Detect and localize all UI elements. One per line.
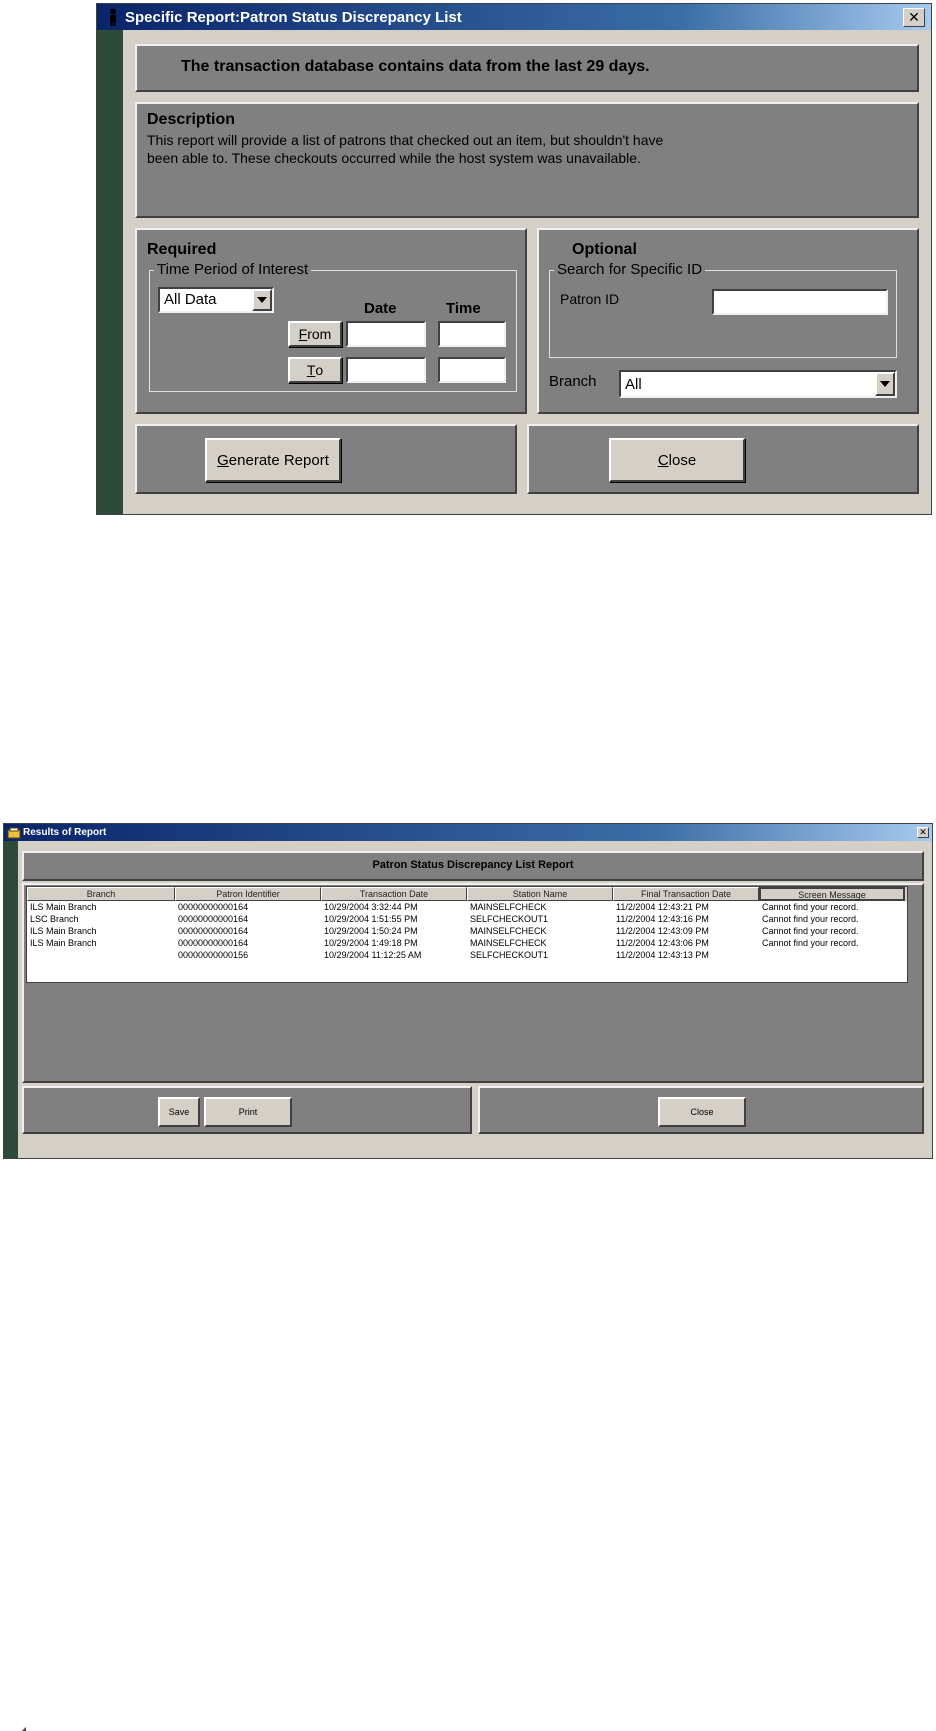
description-line-2: been able to. These checkouts occurred while the host system was unavailable.: [147, 150, 641, 166]
time-header: Time: [446, 300, 481, 317]
required-heading: Required: [147, 241, 217, 258]
table-cell: 00000000000156: [178, 950, 249, 960]
table-cell: Cannot find your record.: [762, 914, 859, 924]
report-dialog: [96, 3, 932, 515]
table-cell: 11/2/2004 12:43:21 PM: [616, 902, 709, 912]
table-cell: ILS Main Branch: [30, 926, 97, 936]
save-print-panel: [22, 1727, 26, 1731]
from-date-field[interactable]: [346, 321, 426, 347]
column-header[interactable]: Station Name: [467, 887, 613, 901]
results-grid[interactable]: [26, 886, 908, 983]
to-accel: T: [306, 362, 316, 378]
info-text: The transaction database contains data from the last 29 days.: [181, 58, 650, 75]
table-row[interactable]: [27, 949, 907, 961]
column-header[interactable]: Screen Message: [759, 887, 905, 901]
info-panel: [135, 44, 919, 92]
generate-report-button[interactable]: [205, 438, 341, 482]
table-cell: Cannot find your record.: [762, 926, 859, 936]
optional-panel: [537, 228, 919, 414]
results-window: [3, 823, 933, 1159]
results-close-button[interactable]: Close: [658, 1097, 746, 1127]
table-cell: 10/29/2004 1:50:24 PM: [324, 926, 418, 936]
table-cell: 11/2/2004 12:43:16 PM: [616, 914, 709, 924]
table-cell: 10/29/2004 1:51:55 PM: [324, 914, 418, 924]
specific-id-label: Search for Specific ID: [554, 261, 705, 278]
results-close-panel: [478, 1086, 924, 1134]
required-panel: [135, 228, 527, 414]
description-panel: [135, 102, 919, 218]
close-rest: lose: [668, 451, 697, 469]
description-heading: Description: [147, 111, 236, 128]
generate-rest: enerate Report: [228, 451, 329, 469]
results-titlebar[interactable]: [4, 824, 932, 841]
person-icon: [107, 8, 119, 26]
generate-accel: G: [217, 451, 229, 469]
close-panel: [527, 424, 919, 494]
results-title: Results of Report: [23, 827, 107, 838]
column-header[interactable]: Patron Identifier: [175, 887, 321, 901]
table-cell: SELFCHECKOUT1: [470, 914, 549, 924]
table-cell: SELFCHECKOUT1: [470, 950, 549, 960]
generate-panel: [135, 424, 517, 494]
table-cell: MAINSELFCHECK: [470, 926, 547, 936]
report-title-panel: [22, 851, 924, 881]
to-time-field[interactable]: [438, 357, 506, 383]
table-cell: 00000000000164: [178, 914, 249, 924]
optional-heading: Optional: [572, 241, 637, 258]
period-dropdown[interactable]: [158, 287, 274, 313]
specific-id-group: [549, 261, 897, 358]
table-cell: 11/2/2004 12:43:06 PM: [616, 938, 709, 948]
table-cell: 11/2/2004 12:43:13 PM: [616, 950, 709, 960]
table-cell: MAINSELFCHECK: [470, 902, 547, 912]
from-time-field[interactable]: [438, 321, 506, 347]
close-button[interactable]: [609, 438, 745, 482]
grid-header: [27, 887, 907, 901]
description-line-1: This report will provide a list of patrons that checked out an item, but shouldn't have: [147, 132, 664, 148]
table-row[interactable]: [27, 925, 907, 937]
table-row[interactable]: [27, 901, 907, 913]
chevron-down-icon[interactable]: [252, 289, 272, 311]
time-period-group: [149, 261, 517, 392]
table-row[interactable]: [27, 937, 907, 949]
table-cell: ILS Main Branch: [30, 902, 97, 912]
table-cell: Cannot find your record.: [762, 938, 859, 948]
table-row[interactable]: [27, 913, 907, 925]
patron-id-field[interactable]: [712, 289, 888, 315]
to-date-field[interactable]: [346, 357, 426, 383]
from-accel: F: [298, 326, 308, 342]
table-cell: Cannot find your record.: [762, 902, 859, 912]
to-rest: o: [315, 362, 324, 378]
table-cell: LSC Branch: [30, 914, 79, 924]
from-button[interactable]: [288, 321, 342, 347]
date-header: Date: [364, 300, 397, 317]
column-header[interactable]: Final Transaction Date: [613, 887, 759, 901]
column-header[interactable]: Transaction Date: [321, 887, 467, 901]
column-header[interactable]: Branch: [27, 887, 175, 901]
close-icon[interactable]: ✕: [917, 827, 929, 838]
table-cell: 10/29/2004 3:32:44 PM: [324, 902, 418, 912]
print-button[interactable]: Print: [204, 1097, 292, 1127]
table-cell: 11/2/2004 12:43:09 PM: [616, 926, 709, 936]
dialog-left-bar: [97, 30, 123, 514]
table-cell: 00000000000164: [178, 902, 249, 912]
branch-dropdown[interactable]: [619, 370, 897, 398]
table-cell: [759, 949, 905, 961]
chevron-down-icon[interactable]: [875, 372, 895, 396]
from-rest: rom: [307, 326, 332, 342]
table-cell: ILS Main Branch: [30, 938, 97, 948]
dialog-title: Specific Report:Patron Status Discrepancy List: [125, 8, 462, 26]
table-cell: 00000000000164: [178, 926, 249, 936]
table-cell: MAINSELFCHECK: [470, 938, 547, 948]
report-title: Patron Status Discrepancy List Report: [372, 859, 574, 871]
dialog-titlebar[interactable]: [97, 4, 931, 30]
table-cell: 00000000000164: [178, 938, 249, 948]
save-button[interactable]: Save: [158, 1097, 200, 1127]
close-accel: C: [657, 451, 669, 469]
branch-value: All: [625, 376, 642, 393]
results-left-bar: [4, 841, 18, 1158]
to-button[interactable]: [288, 357, 342, 383]
report-icon: [7, 827, 21, 839]
period-value: All Data: [164, 291, 217, 308]
time-period-label: Time Period of Interest: [154, 261, 311, 278]
results-action-panel: [22, 1086, 472, 1134]
table-cell: 10/29/2004 1:49:18 PM: [324, 938, 418, 948]
close-icon[interactable]: ✕: [903, 8, 925, 27]
table-cell: [27, 949, 175, 961]
branch-label: Branch: [549, 373, 597, 390]
table-cell: 10/29/2004 11:12:25 AM: [324, 950, 422, 960]
patron-id-label: Patron ID: [560, 291, 620, 307]
grid-body: [27, 901, 907, 961]
